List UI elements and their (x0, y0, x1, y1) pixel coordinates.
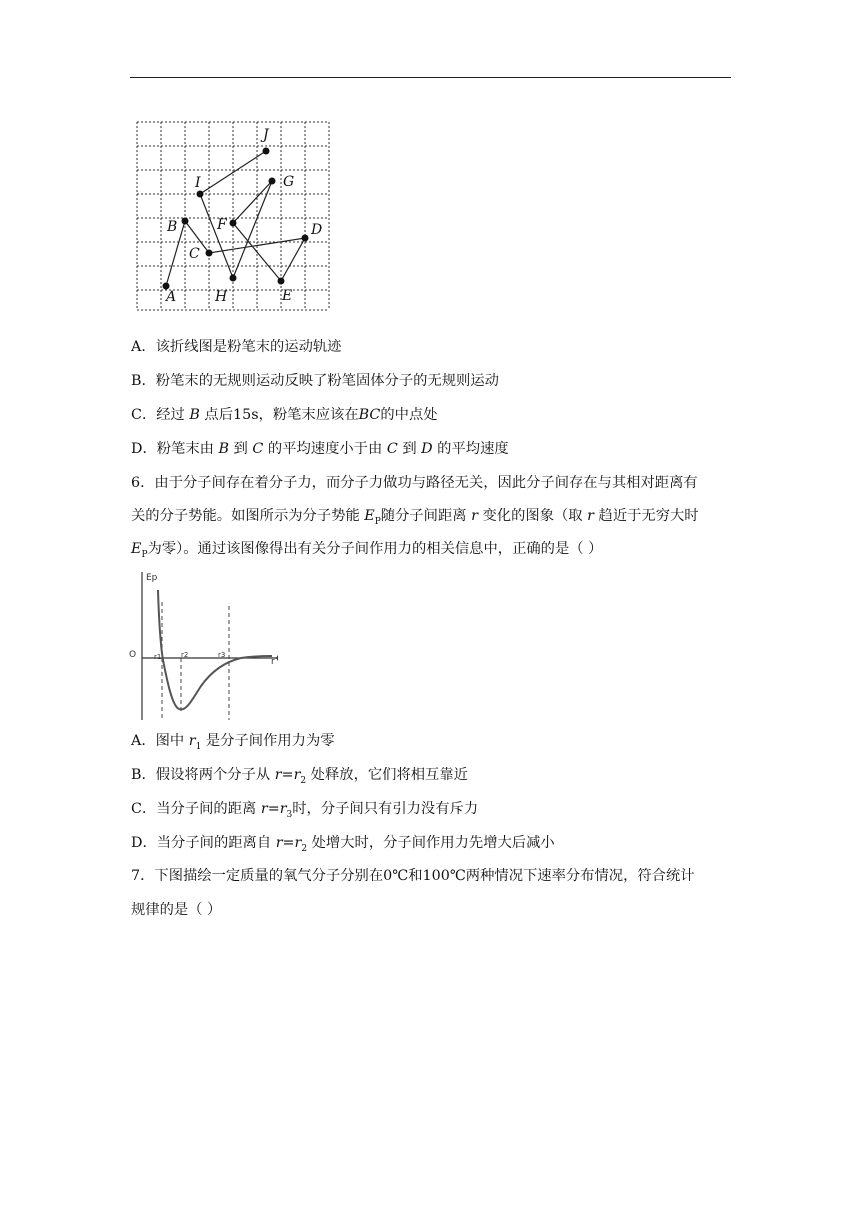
label-D: D (311, 222, 323, 238)
label-I: I (195, 175, 201, 191)
q5-option-a: A．该折线图是粉笔末的运动轨迹 (131, 339, 342, 355)
q6-option-a: A．图中 $r_1$ 是分子间作用力为零 (131, 733, 335, 752)
r1-label: r1 (154, 653, 162, 661)
x-axis-label: r (271, 657, 275, 667)
header-rule (130, 77, 731, 78)
label-E: E (282, 288, 293, 304)
q6-stem-line2: 关的分子势能。如图所示为分子势能 $E_P$随分子间距离 r 变化的图象（取 r 趋近于无穷大时 (131, 508, 699, 527)
q6-stem-line1: 6．由于分子间存在着分子力，而分子力做功与路径无关，因此分子间存在与其相对距离有 (131, 475, 698, 491)
potential-energy-curve (158, 590, 272, 709)
q6-option-b: B．假设将两个分子从 $r=r_2$ 处释放，它们将相互靠近 (131, 767, 468, 786)
label-H: H (215, 289, 228, 305)
q5-option-d: D．粉笔末由 B 到 C 的平均速度小于由 C 到 D 的平均速度 (131, 441, 509, 457)
r2-label: r2 (181, 651, 189, 659)
q7-stem-line2: 规律的是（ ） (131, 902, 222, 918)
y-axis-label: Ep (146, 573, 158, 583)
point-F (230, 220, 237, 227)
point-D (302, 235, 309, 242)
point-B (182, 218, 189, 225)
q5-option-b: B．粉笔末的无规则运动反映了粉笔固体分子的无规则运动 (131, 373, 499, 389)
point-C (206, 250, 213, 257)
point-E (278, 278, 285, 285)
label-A: A (166, 289, 177, 305)
origin-label: O (129, 650, 137, 660)
label-F: F (217, 217, 227, 233)
q5-option-c: C．经过 B 点后15s，粉笔末应该在BC的中点处 (131, 407, 438, 423)
label-C: C (189, 246, 200, 262)
point-G (269, 178, 276, 185)
label-J: J (263, 127, 269, 143)
label-G: G (283, 174, 295, 190)
q6-option-c: C．当分子间的距离 $r=r_3$时，分子间只有引力没有斥力 (131, 801, 479, 820)
potential-energy-graph (126, 568, 282, 724)
point-I (197, 191, 204, 198)
q6-option-d: D．当分子间的距离自 $r=r_2$ 处增大时，分子间作用力先增大后减小 (131, 835, 555, 854)
r3-label: r3 (218, 651, 226, 659)
point-H (230, 275, 237, 282)
label-B: B (167, 219, 178, 235)
point-J (263, 148, 270, 155)
x-axis-arrow (276, 655, 278, 661)
trajectory-figure (135, 120, 331, 312)
q7-stem-line1: 7．下图描绘一定质量的氧气分子分别在0℃和100℃两种情况下速率分布情况，符合统计 (131, 868, 695, 884)
q6-stem-line3: $E_P$为零）。通过该图像得出有关分子间作用力的相关信息中，正确的是（ ） (131, 541, 603, 560)
grid (137, 122, 329, 310)
